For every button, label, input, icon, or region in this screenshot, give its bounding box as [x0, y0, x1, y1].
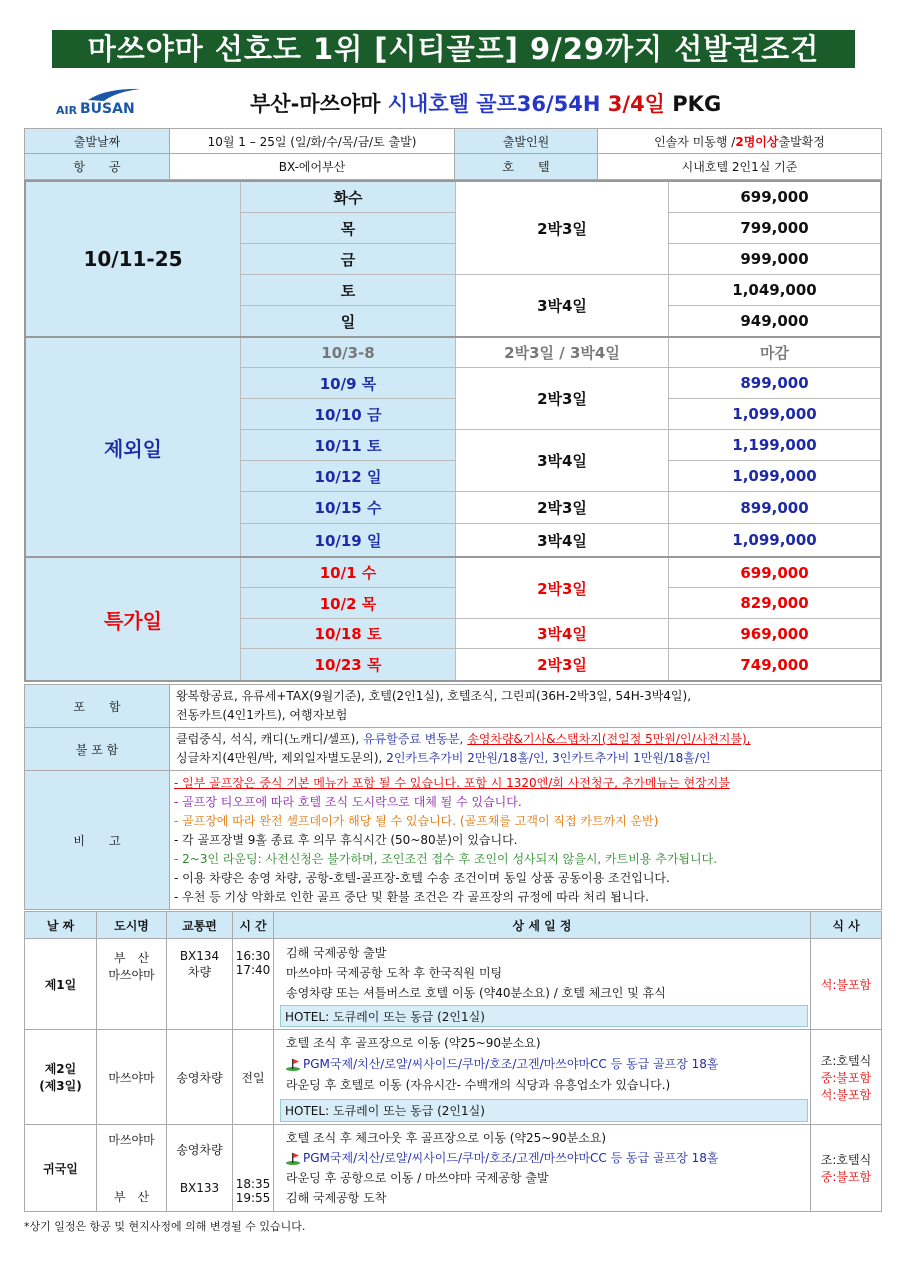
day3-city [96, 1124, 167, 1212]
time-value: 17:40 [235, 963, 271, 977]
hotel-label: 호 텔 [454, 153, 598, 180]
air-busan-logo [56, 86, 142, 122]
title-product: 시내호텔 골프36/54H [387, 92, 608, 116]
regular-price-section [24, 180, 882, 338]
golf-flag-icon [286, 1153, 300, 1165]
excluded-date: 10/15 수 [241, 492, 456, 524]
day2-time: 전일 [232, 1029, 274, 1125]
golf-flag-icon [286, 1059, 300, 1071]
day1-time [232, 938, 274, 1030]
excluded-duration: 2박3일 [456, 368, 669, 430]
transport-type: 송영차량 [176, 1142, 223, 1157]
day2-meal [810, 1029, 882, 1125]
logo-busan-text: BUSAN [80, 101, 135, 117]
day-text: 제2일 [44, 1062, 77, 1076]
meal-text: 조:호텔식 [820, 1153, 872, 1167]
schedule-header-detail: 상 세 일 정 [273, 911, 811, 939]
time-value: 18:35 [235, 1177, 271, 1191]
day1-label: 제1일 [24, 938, 97, 1030]
hotel-value: 시내호텔 2인1실 기준 [597, 153, 882, 180]
people-label: 출발인원 [454, 128, 598, 154]
excluded-price: 899,000 [669, 492, 880, 524]
day3-time [232, 1124, 274, 1212]
regular-duration: 2박3일 [456, 182, 669, 275]
schedule-header-transport: 교통편 [166, 911, 233, 939]
regular-day: 일 [241, 306, 456, 336]
footnote: *상기 일정은 항공 및 현지사정에 의해 변경될 수 있습니다. [24, 1220, 306, 1233]
excluded-duration: 2박3일 [456, 492, 669, 524]
special-duration: 3박4일 [456, 619, 669, 649]
excluded-price: 1,199,000 [669, 430, 880, 461]
remark-line: - 일부 골프장은 중식 기본 메뉴가 포함 될 수 있습니다. 포함 시 1320엔/회 사전청구, 추가메뉴는 현장지불 [174, 776, 730, 790]
special-duration: 2박3일 [456, 558, 669, 619]
remarks-label: 비 고 [24, 770, 170, 910]
excludes-value [169, 727, 882, 771]
detail-line: 라운딩 후 호텔로 이동 (자유시간- 수백개의 식당과 유흥업소가 있습니다.) [286, 1078, 671, 1092]
detail-line: 마쓰야마 국제공항 도착 후 한국직원 미팅 [286, 966, 503, 980]
regular-day: 화수 [241, 182, 456, 213]
excluded-price: 1,099,000 [732, 531, 817, 549]
special-price: 829,000 [669, 588, 880, 619]
excluded-price: 1,099,000 [669, 461, 880, 492]
schedule-header-meal: 식 사 [810, 911, 882, 939]
remark-line: - 이용 차량은 송영 차량, 공항-호텔-골프장-호텔 수송 조건이며 동일 상품 공동이용 조건입니다. [174, 871, 670, 885]
detail-line: 호텔 조식 후 골프장으로 이동 (약25~90분소요) [286, 1036, 541, 1050]
excludes-text: 송영차량&기사&스탭차지(전일정 5만원/인/사전지불), [467, 732, 751, 746]
detail-line: 송영차량 또는 셔틀버스로 호텔 이동 (약40분소요) / 호텔 체크인 및 휴식 [286, 986, 666, 1000]
excludes-text: 2인카트추가비 2만원/18홀/인, 3인카트추가비 1만원/18홀/인 [386, 751, 711, 765]
title-pkg: PKG [664, 92, 722, 116]
includes-label: 포 함 [24, 684, 170, 728]
wing-icon [86, 86, 142, 102]
includes-line: 전동카트(4인1카트), 여행자보험 [176, 708, 348, 722]
regular-day: 목 [241, 213, 456, 244]
meal-text: 석:불포함 [820, 1087, 872, 1102]
depart-date-value: 10월 1 – 25일 (일/화/수/목/금/토 출발) [169, 128, 455, 154]
day2-label [24, 1029, 97, 1125]
detail-line: 김해 국제공항 출발 [286, 946, 387, 960]
logo-air-text: AIR [56, 104, 78, 117]
time-value: 19:55 [235, 1191, 271, 1205]
title-route: 부산-마쓰야마 [250, 92, 388, 116]
special-date: 10/23 목 [241, 649, 456, 680]
special-price: 969,000 [669, 619, 880, 649]
regular-price: 999,000 [669, 244, 880, 275]
detail-line: 호텔 조식 후 체크아웃 후 골프장으로 이동 (약25~90분소요) [286, 1131, 607, 1145]
day3-label: 귀국일 [24, 1124, 97, 1212]
includes-value [169, 684, 882, 728]
excluded-dates-section [24, 338, 882, 558]
airline-value: BX-에어부산 [169, 153, 455, 180]
depart-date-label: 출발날짜 [24, 128, 170, 154]
day2-hotel: HOTEL: 도큐레이 또는 동급 (2인1실) [280, 1099, 808, 1122]
regular-price: 1,049,000 [669, 275, 880, 306]
remark-line: - 골프장에 따라 완전 셀프데이가 해당 될 수 있습니다. (골프채를 고객이 직접 카트까지 운반) [174, 814, 659, 828]
special-label: 특가일 [26, 558, 241, 680]
day1-meal: 석:불포함 [810, 938, 882, 1030]
special-date: 10/2 목 [241, 588, 456, 619]
regular-day: 금 [241, 244, 456, 275]
closed-duration: 2박3일 / 3박4일 [456, 338, 669, 368]
special-duration: 2박3일 [456, 649, 669, 680]
remark-line: - 2~3인 라운딩: 사전신청은 불가하며, 조인조건 접수 후 조인이 성사되지 않을시, 카트비용 추가됩니다. [174, 852, 718, 866]
detail-line: PGM국제/치산/로얄/씨사이드/쿠마/호조/고겐/마쓰야마CC 등 동급 골프장 18홀 [303, 1151, 719, 1165]
day1-city [96, 938, 167, 1030]
schedule-header-city: 도시명 [96, 911, 167, 939]
title-duration: 3/4일 [607, 92, 665, 116]
schedule-header-time: 시 간 [232, 911, 274, 939]
remark-line: - 골프장 티오프에 따라 호텔 조식 도시락으로 대체 될 수 있습니다. [174, 795, 522, 809]
page-banner: 마쓰야마 선호도 1위 [시티골프] 9/29까지 선발권조건 [52, 30, 855, 68]
excluded-price: 899,000 [669, 368, 880, 399]
day2-city: 마쓰야마 [96, 1029, 167, 1125]
meal-text: 중:불포함 [820, 1070, 872, 1085]
excluded-date: 10/9 목 [241, 368, 456, 399]
city-name: 마쓰야마 [108, 968, 155, 982]
people-value: 인솔자 미동행 / 2명이상 출발확정 [597, 128, 882, 154]
special-date: 10/1 수 [241, 558, 456, 588]
schedule-header-day: 날 짜 [24, 911, 97, 939]
closed-dates: 10/3-8 [241, 338, 456, 368]
day3-transport [166, 1124, 233, 1212]
detail-line: 김해 국제공항 도착 [286, 1191, 387, 1205]
day3-meal [810, 1124, 882, 1212]
day-text: (제3일) [39, 1079, 82, 1093]
includes-line: 왕복항공료, 유류세+TAX(9월기준), 호텔(2인1실), 호텔조식, 그린피(36H-2박3일, 54H-3박4일), [176, 689, 692, 703]
day1-hotel: HOTEL: 도큐레이 또는 동급 (2인1실) [280, 1005, 808, 1027]
remark-line: - 우천 등 기상 악화로 인한 골프 중단 및 환불 조건은 각 골프장의 규정에 따라 처리 됩니다. [174, 890, 649, 904]
regular-period: 10/11-25 [26, 182, 241, 336]
excluded-label: 제외일 [26, 338, 241, 556]
transport-type: 차량 [187, 965, 212, 979]
day3-detail [273, 1124, 811, 1212]
flight-number: BX134 [179, 949, 220, 963]
excludes-label: 불 포 함 [24, 727, 170, 771]
city-name: 부 산 [113, 1190, 150, 1204]
excludes-text: 싱글차지(4만원/박, 제외일자별도문의), [176, 751, 387, 765]
flight-number: BX133 [179, 1181, 220, 1196]
package-title [250, 88, 721, 118]
special-price: 699,000 [669, 558, 880, 588]
city-name: 부 산 [113, 951, 150, 965]
regular-price: 949,000 [740, 312, 809, 330]
special-price: 749,000 [740, 655, 809, 674]
regular-day: 토 [241, 275, 456, 306]
detail-line: PGM국제/치산/로얄/씨사이드/쿠마/호조/고겐/마쓰야마CC 등 동급 골프장 18홀 [303, 1057, 719, 1071]
excluded-date: 10/11 토 [241, 430, 456, 461]
remark-line: - 각 골프장별 9홀 종료 후 의무 휴식시간 (50~80분)이 있습니다. [174, 833, 518, 847]
meal-text: 중:불포함 [820, 1170, 872, 1184]
excluded-date: 10/19 일 [241, 524, 456, 556]
regular-price: 799,000 [669, 213, 880, 244]
detail-line: 라운딩 후 공항으로 이동 / 마쓰야마 국제공항 출발 [286, 1171, 549, 1185]
day1-transport [166, 938, 233, 1030]
city-name: 마쓰야마 [108, 1133, 155, 1147]
special-price-section [24, 558, 882, 682]
day2-transport: 송영차량 [166, 1029, 233, 1125]
regular-price: 699,000 [669, 182, 880, 213]
excluded-date: 10/10 금 [241, 399, 456, 430]
excludes-text: 클럽중식, 석식, 캐디(노캐디/셀프), [176, 732, 363, 746]
excluded-price: 1,099,000 [669, 399, 880, 430]
regular-duration: 3박4일 [456, 275, 669, 336]
remarks-value [169, 770, 882, 910]
time-value: 16:30 [235, 949, 271, 963]
excludes-text: 유류할증료 변동분, [363, 732, 468, 746]
excluded-duration: 3박4일 [456, 430, 669, 492]
excluded-duration: 3박4일 [456, 524, 669, 556]
excluded-date: 10/12 일 [241, 461, 456, 492]
meal-text: 조:호텔식 [820, 1053, 872, 1068]
closed-status: 마감 [669, 338, 880, 368]
airline-label: 항 공 [24, 153, 170, 180]
special-date: 10/18 토 [241, 619, 456, 649]
